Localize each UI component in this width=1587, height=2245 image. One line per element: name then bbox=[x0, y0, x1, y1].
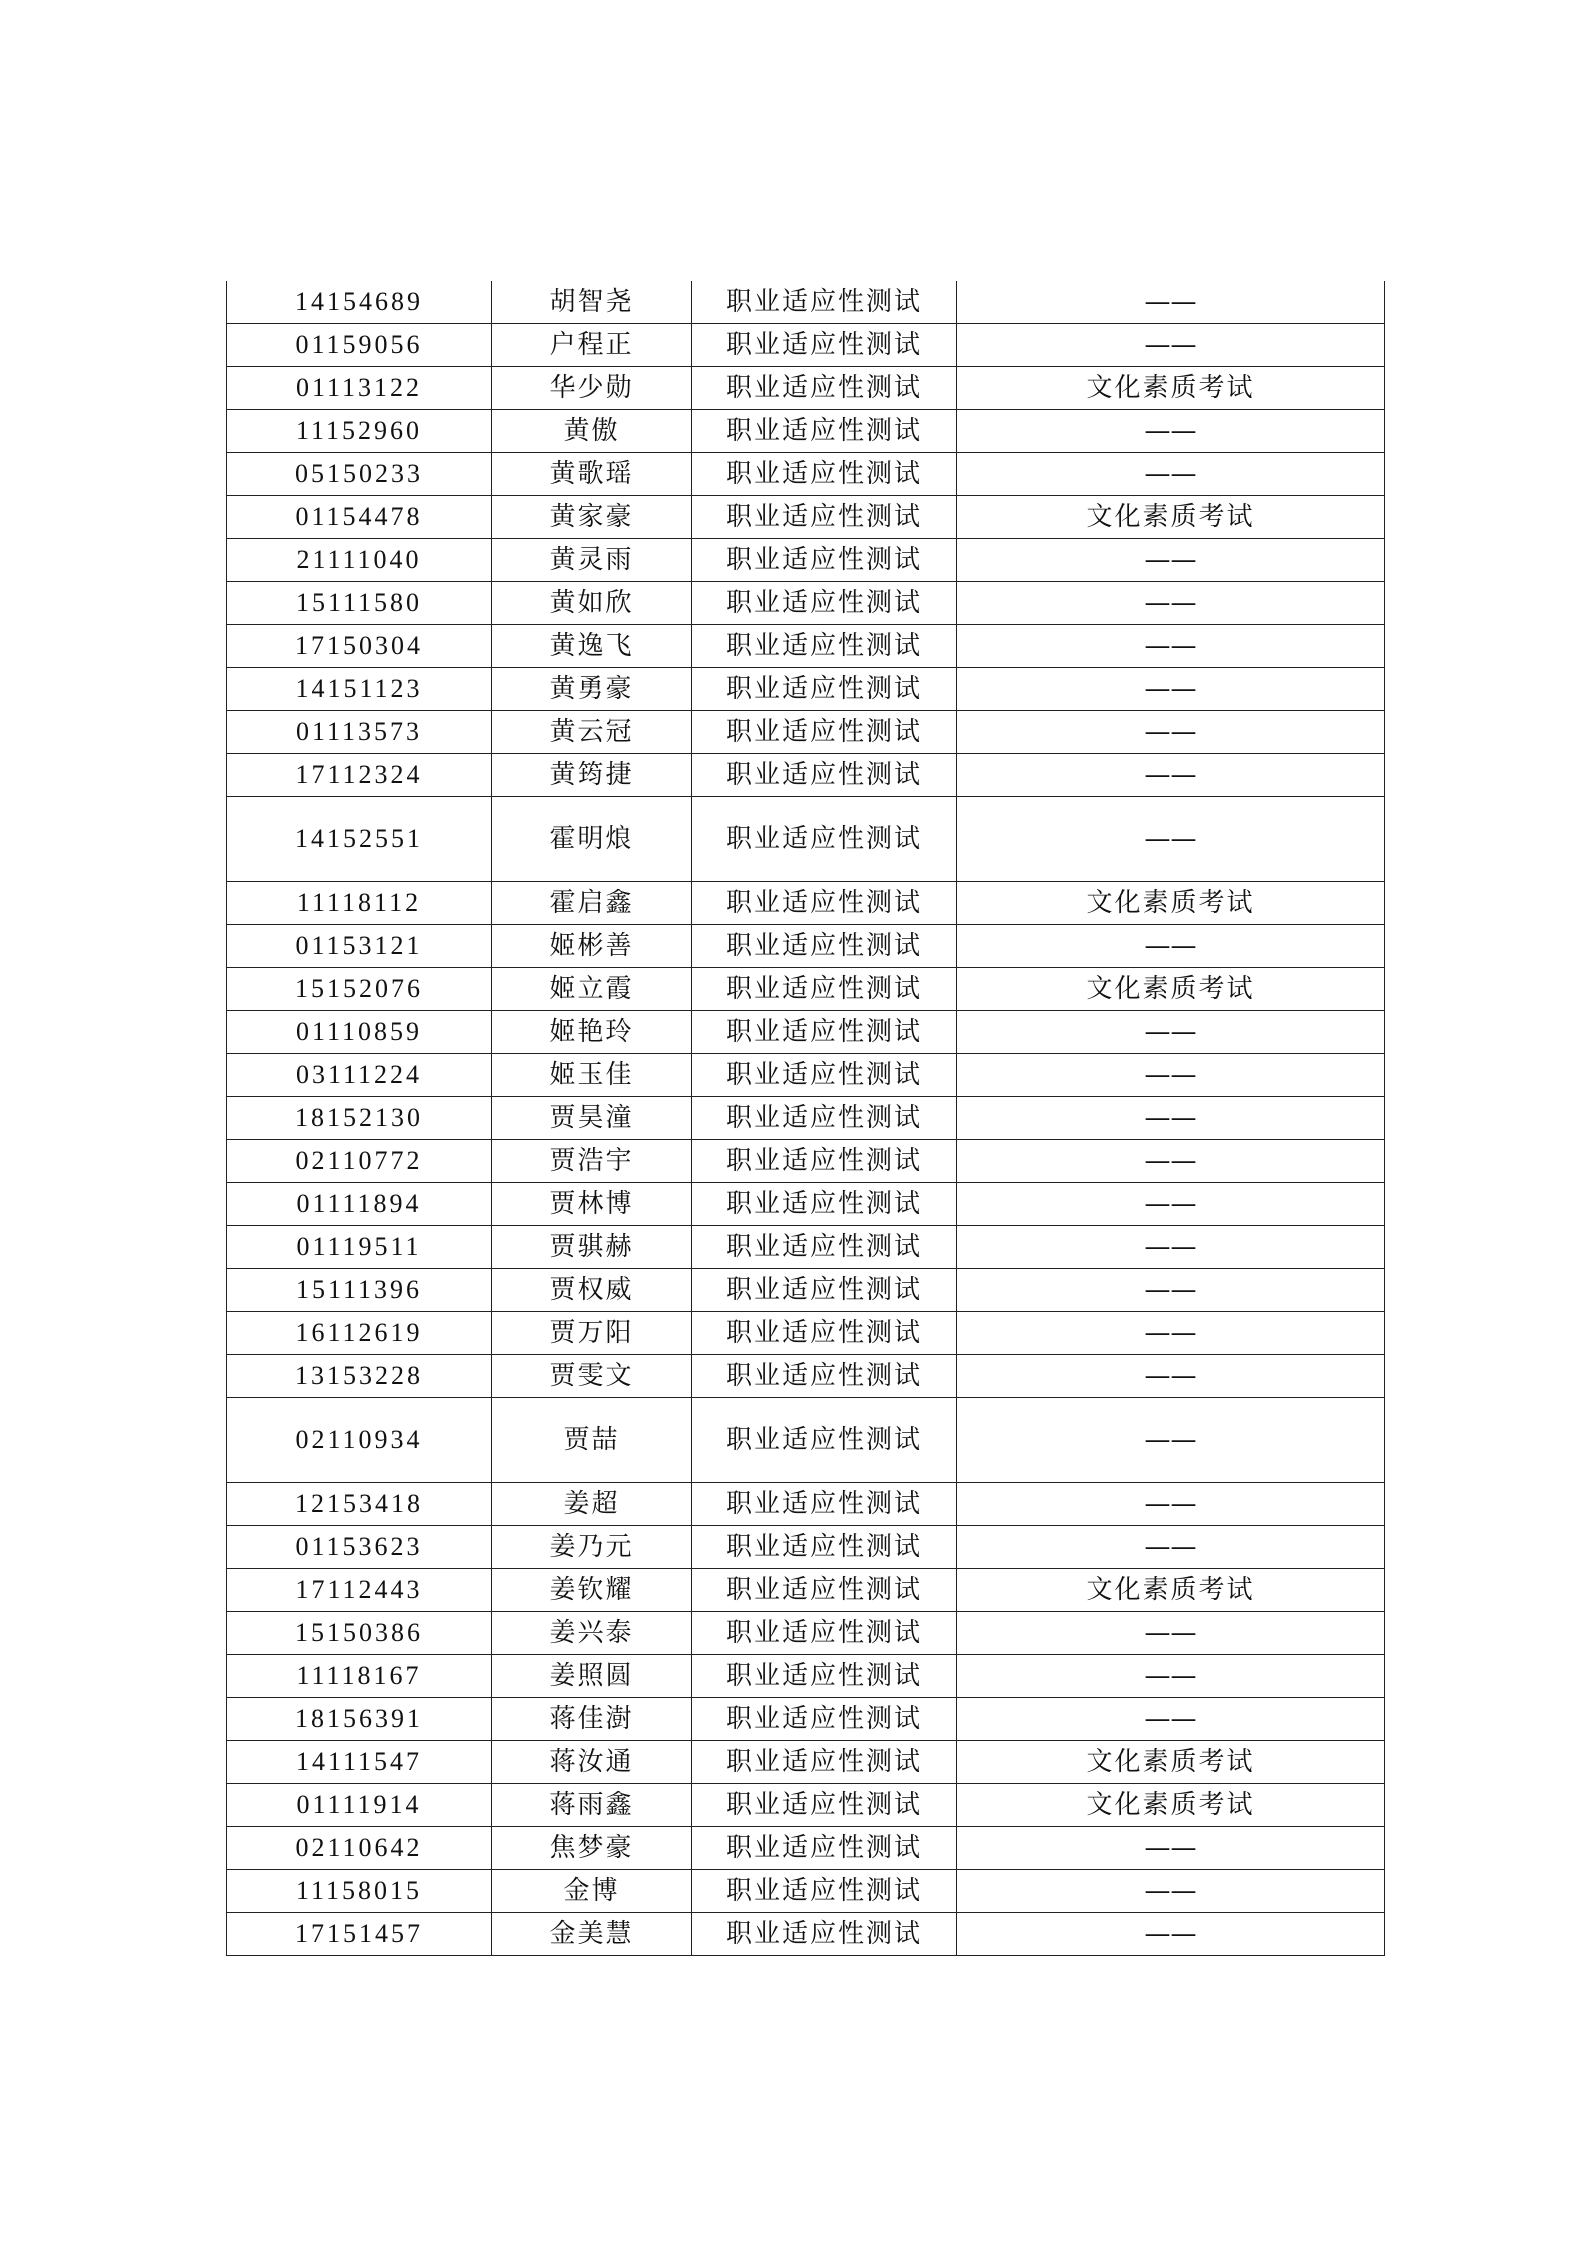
test-type-cell: 职业适应性测试 bbox=[692, 1011, 957, 1054]
exam-type-cell: —— bbox=[957, 1655, 1385, 1698]
exam-type-cell: —— bbox=[957, 539, 1385, 582]
candidate-id-cell: 15111580 bbox=[227, 582, 492, 625]
exam-type-cell: —— bbox=[957, 925, 1385, 968]
candidate-name-cell: 黄云冠 bbox=[492, 711, 692, 754]
test-type-cell: 职业适应性测试 bbox=[692, 1526, 957, 1569]
table-row bbox=[227, 1655, 1385, 1698]
table-row bbox=[227, 668, 1385, 711]
exam-type-cell: —— bbox=[957, 1698, 1385, 1741]
candidate-id-cell: 17150304 bbox=[227, 625, 492, 668]
candidate-id-cell: 01153121 bbox=[227, 925, 492, 968]
candidate-name-cell: 贾林博 bbox=[492, 1183, 692, 1226]
candidate-id-cell: 15152076 bbox=[227, 968, 492, 1011]
table-row bbox=[227, 410, 1385, 453]
candidate-name-cell: 金博 bbox=[492, 1870, 692, 1913]
candidate-name-cell: 贾万阳 bbox=[492, 1312, 692, 1355]
candidate-id-cell: 17151457 bbox=[227, 1913, 492, 1956]
exam-type-cell: 文化素质考试 bbox=[957, 496, 1385, 539]
candidate-name-cell: 贾喆 bbox=[492, 1398, 692, 1483]
test-type-cell: 职业适应性测试 bbox=[692, 1612, 957, 1655]
candidate-name-cell: 姜钦耀 bbox=[492, 1569, 692, 1612]
table-row bbox=[227, 1913, 1385, 1956]
candidate-name-cell: 贾雯文 bbox=[492, 1355, 692, 1398]
candidate-name-cell: 霍明烺 bbox=[492, 797, 692, 882]
candidate-name-cell: 蒋佳澍 bbox=[492, 1698, 692, 1741]
exam-type-cell: —— bbox=[957, 1355, 1385, 1398]
test-type-cell: 职业适应性测试 bbox=[692, 882, 957, 925]
test-type-cell: 职业适应性测试 bbox=[692, 410, 957, 453]
candidate-name-cell: 黄灵雨 bbox=[492, 539, 692, 582]
exam-type-cell: —— bbox=[957, 1312, 1385, 1355]
exam-type-cell: —— bbox=[957, 1612, 1385, 1655]
table-row bbox=[227, 453, 1385, 496]
test-type-cell: 职业适应性测试 bbox=[692, 1054, 957, 1097]
table-row bbox=[227, 1011, 1385, 1054]
test-type-cell: 职业适应性测试 bbox=[692, 1355, 957, 1398]
table-row bbox=[227, 968, 1385, 1011]
test-type-cell: 职业适应性测试 bbox=[692, 711, 957, 754]
candidate-name-cell: 姬彬善 bbox=[492, 925, 692, 968]
candidate-id-cell: 01113122 bbox=[227, 367, 492, 410]
candidate-table bbox=[226, 281, 1385, 1956]
test-type-cell: 职业适应性测试 bbox=[692, 582, 957, 625]
candidate-id-cell: 15111396 bbox=[227, 1269, 492, 1312]
candidate-name-cell: 姜乃元 bbox=[492, 1526, 692, 1569]
candidate-name-cell: 华少勋 bbox=[492, 367, 692, 410]
candidate-id-cell: 01111894 bbox=[227, 1183, 492, 1226]
exam-type-cell: 文化素质考试 bbox=[957, 1741, 1385, 1784]
candidate-id-cell: 01153623 bbox=[227, 1526, 492, 1569]
candidate-id-cell: 01119511 bbox=[227, 1226, 492, 1269]
table-row bbox=[227, 324, 1385, 367]
candidate-name-cell: 姬艳玲 bbox=[492, 1011, 692, 1054]
candidate-name-cell: 姬立霞 bbox=[492, 968, 692, 1011]
test-type-cell: 职业适应性测试 bbox=[692, 797, 957, 882]
candidate-id-cell: 11158015 bbox=[227, 1870, 492, 1913]
candidate-id-cell: 17112324 bbox=[227, 754, 492, 797]
candidate-id-cell: 14154689 bbox=[227, 281, 492, 324]
test-type-cell: 职业适应性测试 bbox=[692, 1913, 957, 1956]
table-row bbox=[227, 1054, 1385, 1097]
candidate-name-cell: 金美慧 bbox=[492, 1913, 692, 1956]
test-type-cell: 职业适应性测试 bbox=[692, 925, 957, 968]
candidate-name-cell: 黄如欣 bbox=[492, 582, 692, 625]
candidate-id-cell: 15150386 bbox=[227, 1612, 492, 1655]
candidate-name-cell: 黄勇豪 bbox=[492, 668, 692, 711]
candidate-id-cell: 17112443 bbox=[227, 1569, 492, 1612]
candidate-table-body bbox=[227, 281, 1385, 1956]
table-row bbox=[227, 582, 1385, 625]
test-type-cell: 职业适应性测试 bbox=[692, 1698, 957, 1741]
exam-type-cell: —— bbox=[957, 1526, 1385, 1569]
exam-type-cell: 文化素质考试 bbox=[957, 367, 1385, 410]
test-type-cell: 职业适应性测试 bbox=[692, 1140, 957, 1183]
candidate-name-cell: 贾浩宇 bbox=[492, 1140, 692, 1183]
candidate-name-cell: 焦梦豪 bbox=[492, 1827, 692, 1870]
test-type-cell: 职业适应性测试 bbox=[692, 1655, 957, 1698]
table-row bbox=[227, 797, 1385, 882]
table-row bbox=[227, 625, 1385, 668]
candidate-id-cell: 11118167 bbox=[227, 1655, 492, 1698]
test-type-cell: 职业适应性测试 bbox=[692, 1483, 957, 1526]
candidate-name-cell: 黄傲 bbox=[492, 410, 692, 453]
candidate-name-cell: 户程正 bbox=[492, 324, 692, 367]
test-type-cell: 职业适应性测试 bbox=[692, 754, 957, 797]
table-row bbox=[227, 882, 1385, 925]
candidate-id-cell: 11152960 bbox=[227, 410, 492, 453]
table-row bbox=[227, 496, 1385, 539]
test-type-cell: 职业适应性测试 bbox=[692, 968, 957, 1011]
candidate-name-cell: 黄歌瑶 bbox=[492, 453, 692, 496]
candidate-name-cell: 姜超 bbox=[492, 1483, 692, 1526]
table-row bbox=[227, 281, 1385, 324]
candidate-id-cell: 01110859 bbox=[227, 1011, 492, 1054]
table-row bbox=[227, 1784, 1385, 1827]
test-type-cell: 职业适应性测试 bbox=[692, 281, 957, 324]
candidate-id-cell: 01113573 bbox=[227, 711, 492, 754]
table-row bbox=[227, 1312, 1385, 1355]
candidate-name-cell: 贾骐赫 bbox=[492, 1226, 692, 1269]
test-type-cell: 职业适应性测试 bbox=[692, 324, 957, 367]
candidate-id-cell: 03111224 bbox=[227, 1054, 492, 1097]
test-type-cell: 职业适应性测试 bbox=[692, 1312, 957, 1355]
table-row bbox=[227, 1183, 1385, 1226]
exam-type-cell: —— bbox=[957, 324, 1385, 367]
table-row bbox=[227, 1226, 1385, 1269]
table-row bbox=[227, 925, 1385, 968]
test-type-cell: 职业适应性测试 bbox=[692, 1569, 957, 1612]
exam-type-cell: —— bbox=[957, 1398, 1385, 1483]
candidate-name-cell: 姜照圆 bbox=[492, 1655, 692, 1698]
exam-type-cell: —— bbox=[957, 797, 1385, 882]
candidate-id-cell: 01154478 bbox=[227, 496, 492, 539]
test-type-cell: 职业适应性测试 bbox=[692, 1097, 957, 1140]
table-row bbox=[227, 1741, 1385, 1784]
exam-type-cell: —— bbox=[957, 625, 1385, 668]
candidate-name-cell: 胡智尧 bbox=[492, 281, 692, 324]
table-row bbox=[227, 367, 1385, 410]
candidate-id-cell: 01111914 bbox=[227, 1784, 492, 1827]
candidate-id-cell: 18152130 bbox=[227, 1097, 492, 1140]
candidate-name-cell: 蒋雨鑫 bbox=[492, 1784, 692, 1827]
candidate-name-cell: 黄逸飞 bbox=[492, 625, 692, 668]
exam-type-cell: —— bbox=[957, 281, 1385, 324]
candidate-id-cell: 05150233 bbox=[227, 453, 492, 496]
table-row bbox=[227, 1269, 1385, 1312]
exam-type-cell: —— bbox=[957, 1827, 1385, 1870]
test-type-cell: 职业适应性测试 bbox=[692, 1741, 957, 1784]
candidate-id-cell: 02110772 bbox=[227, 1140, 492, 1183]
candidate-id-cell: 13153228 bbox=[227, 1355, 492, 1398]
exam-type-cell: —— bbox=[957, 582, 1385, 625]
test-type-cell: 职业适应性测试 bbox=[692, 1870, 957, 1913]
test-type-cell: 职业适应性测试 bbox=[692, 539, 957, 582]
exam-type-cell: —— bbox=[957, 754, 1385, 797]
table-row bbox=[227, 1140, 1385, 1183]
test-type-cell: 职业适应性测试 bbox=[692, 625, 957, 668]
exam-type-cell: —— bbox=[957, 668, 1385, 711]
exam-type-cell: —— bbox=[957, 1011, 1385, 1054]
table-row bbox=[227, 711, 1385, 754]
candidate-name-cell: 姜兴泰 bbox=[492, 1612, 692, 1655]
table-row bbox=[227, 1827, 1385, 1870]
candidate-name-cell: 黄筠捷 bbox=[492, 754, 692, 797]
test-type-cell: 职业适应性测试 bbox=[692, 1269, 957, 1312]
test-type-cell: 职业适应性测试 bbox=[692, 453, 957, 496]
candidate-name-cell: 姬玉佳 bbox=[492, 1054, 692, 1097]
candidate-name-cell: 贾权威 bbox=[492, 1269, 692, 1312]
candidate-id-cell: 21111040 bbox=[227, 539, 492, 582]
exam-type-cell: —— bbox=[957, 410, 1385, 453]
test-type-cell: 职业适应性测试 bbox=[692, 1398, 957, 1483]
candidate-name-cell: 黄家豪 bbox=[492, 496, 692, 539]
table-row bbox=[227, 1526, 1385, 1569]
test-type-cell: 职业适应性测试 bbox=[692, 1226, 957, 1269]
exam-type-cell: —— bbox=[957, 1054, 1385, 1097]
exam-type-cell: 文化素质考试 bbox=[957, 882, 1385, 925]
candidate-id-cell: 01159056 bbox=[227, 324, 492, 367]
table-row bbox=[227, 539, 1385, 582]
table-row bbox=[227, 1398, 1385, 1483]
exam-type-cell: 文化素质考试 bbox=[957, 1784, 1385, 1827]
candidate-id-cell: 02110642 bbox=[227, 1827, 492, 1870]
exam-type-cell: —— bbox=[957, 1226, 1385, 1269]
table-row bbox=[227, 1870, 1385, 1913]
exam-type-cell: —— bbox=[957, 1483, 1385, 1526]
candidate-id-cell: 02110934 bbox=[227, 1398, 492, 1483]
candidate-id-cell: 12153418 bbox=[227, 1483, 492, 1526]
test-type-cell: 职业适应性测试 bbox=[692, 1784, 957, 1827]
table-row bbox=[227, 1569, 1385, 1612]
exam-type-cell: —— bbox=[957, 1870, 1385, 1913]
exam-type-cell: —— bbox=[957, 1097, 1385, 1140]
table-row bbox=[227, 1097, 1385, 1140]
candidate-id-cell: 14151123 bbox=[227, 668, 492, 711]
test-type-cell: 职业适应性测试 bbox=[692, 367, 957, 410]
table-row bbox=[227, 1698, 1385, 1741]
table-row bbox=[227, 1483, 1385, 1526]
candidate-name-cell: 霍启鑫 bbox=[492, 882, 692, 925]
test-type-cell: 职业适应性测试 bbox=[692, 1827, 957, 1870]
exam-type-cell: —— bbox=[957, 1140, 1385, 1183]
candidate-id-cell: 11118112 bbox=[227, 882, 492, 925]
exam-type-cell: 文化素质考试 bbox=[957, 1569, 1385, 1612]
candidate-id-cell: 16112619 bbox=[227, 1312, 492, 1355]
test-type-cell: 职业适应性测试 bbox=[692, 1183, 957, 1226]
table-row bbox=[227, 1612, 1385, 1655]
exam-type-cell: —— bbox=[957, 1269, 1385, 1312]
exam-type-cell: —— bbox=[957, 1183, 1385, 1226]
test-type-cell: 职业适应性测试 bbox=[692, 668, 957, 711]
exam-type-cell: —— bbox=[957, 711, 1385, 754]
candidate-id-cell: 14111547 bbox=[227, 1741, 492, 1784]
exam-type-cell: —— bbox=[957, 453, 1385, 496]
table-row bbox=[227, 754, 1385, 797]
candidate-name-cell: 蒋汝通 bbox=[492, 1741, 692, 1784]
candidate-name-cell: 贾昊潼 bbox=[492, 1097, 692, 1140]
test-type-cell: 职业适应性测试 bbox=[692, 496, 957, 539]
candidate-id-cell: 18156391 bbox=[227, 1698, 492, 1741]
exam-type-cell: 文化素质考试 bbox=[957, 968, 1385, 1011]
exam-type-cell: —— bbox=[957, 1913, 1385, 1956]
candidate-id-cell: 14152551 bbox=[227, 797, 492, 882]
table-row bbox=[227, 1355, 1385, 1398]
